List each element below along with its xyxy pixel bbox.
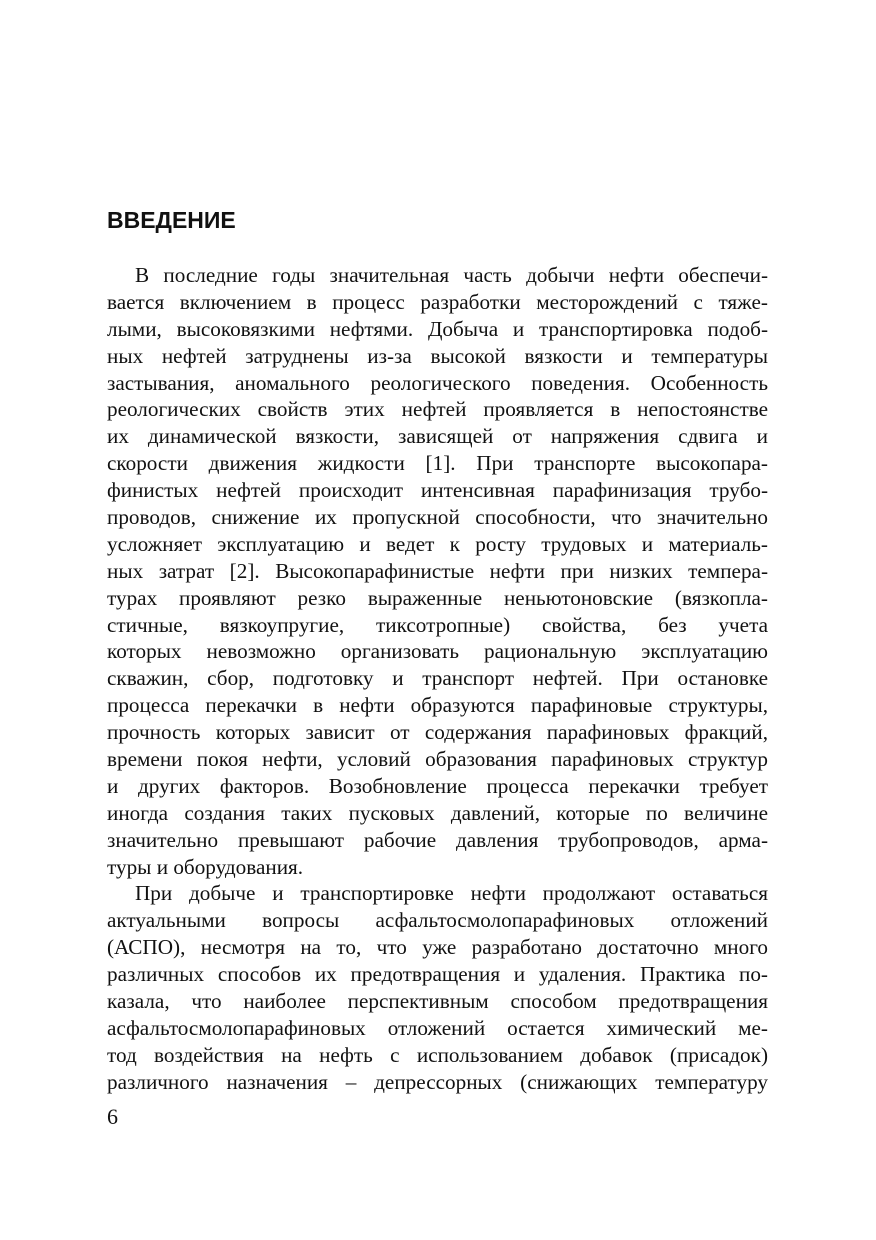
text-line: застывания, аномального реологического поведения. Особенность — [107, 370, 768, 395]
text-line: прочность которых зависит от содержания парафиновых фракций, — [107, 720, 768, 745]
text-line: значительно превышают рабочие давления трубопроводов, арма- — [107, 827, 768, 852]
text-line: финистых нефтей происходит интенсивная парафинизация трубо- — [107, 478, 768, 503]
text-line: реологических свойств этих нефтей проявляется в непостоянстве — [107, 397, 768, 422]
text-line: времени покоя нефти, условий образования парафиновых структур — [107, 747, 768, 772]
body-text — [107, 262, 768, 1096]
text-line: (АСПО), несмотря на то, что уже разработано достаточно много — [107, 935, 768, 960]
text-line: асфальтосмолопарафиновых отложений остается химический ме- — [107, 1015, 768, 1040]
text-line: скважин, сбор, подготовку и транспорт нефтей. При остановке — [107, 666, 768, 691]
text-line: При добыче и транспортировке нефти продолжают оставаться — [135, 881, 768, 906]
page-number: 6 — [107, 1104, 118, 1129]
text-line: стичные, вязкоупругие, тиксотропные) свойства, без учета — [107, 612, 768, 637]
text-line: различных способов их предотвращения и удаления. Практика по- — [107, 962, 768, 987]
paragraph — [107, 880, 768, 1095]
paragraph — [107, 262, 768, 880]
text-line: и других факторов. Возобновление процесса перекачки требует — [107, 773, 768, 798]
section-heading: ВВЕДЕНИЕ — [107, 207, 236, 233]
text-line: туры и оборудования. — [107, 854, 304, 879]
text-line: процесса перекачки в нефти образуются парафиновые структуры, — [107, 693, 768, 718]
text-line: ных нефтей затруднены из-за высокой вязкости и температуры — [107, 343, 768, 368]
text-line: актуальными вопросы асфальтосмолопарафиновых отложений — [107, 908, 768, 933]
text-line: турах проявляют резко выраженные неньютоновские (вязкопла- — [107, 585, 768, 610]
text-line: которых невозможно организовать рациональную эксплуатацию — [107, 639, 768, 664]
text-line: усложняет эксплуатацию и ведет к росту трудовых и материаль- — [107, 531, 768, 556]
text-line: лыми, высоковязкими нефтями. Добыча и транспортировка подоб- — [107, 316, 768, 341]
text-line: различного назначения – депрессорных (снижающих температуру — [107, 1069, 768, 1094]
text-line: иногда создания таких пусковых давлений, которые по величине — [107, 800, 768, 825]
text-line: В последние годы значительная часть добычи нефти обеспечи- — [135, 263, 768, 287]
text-line: скорости движения жидкости [1]. При транспорте высокопара- — [107, 451, 768, 476]
text-line: ных затрат [2]. Высокопарафинистые нефти при низких темпера- — [107, 558, 768, 583]
text-line: вается включением в процесс разработки месторождений с тяже- — [107, 289, 768, 314]
text-line: казала, что наиболее перспективным способом предотвращения — [107, 989, 768, 1014]
text-line: проводов, снижение их пропускной способности, что значительно — [107, 505, 768, 530]
text-line: тод воздействия на нефть с использованием добавок (присадок) — [107, 1042, 768, 1067]
text-line: их динамической вязкости, зависящей от напряжения сдвига и — [107, 424, 768, 449]
